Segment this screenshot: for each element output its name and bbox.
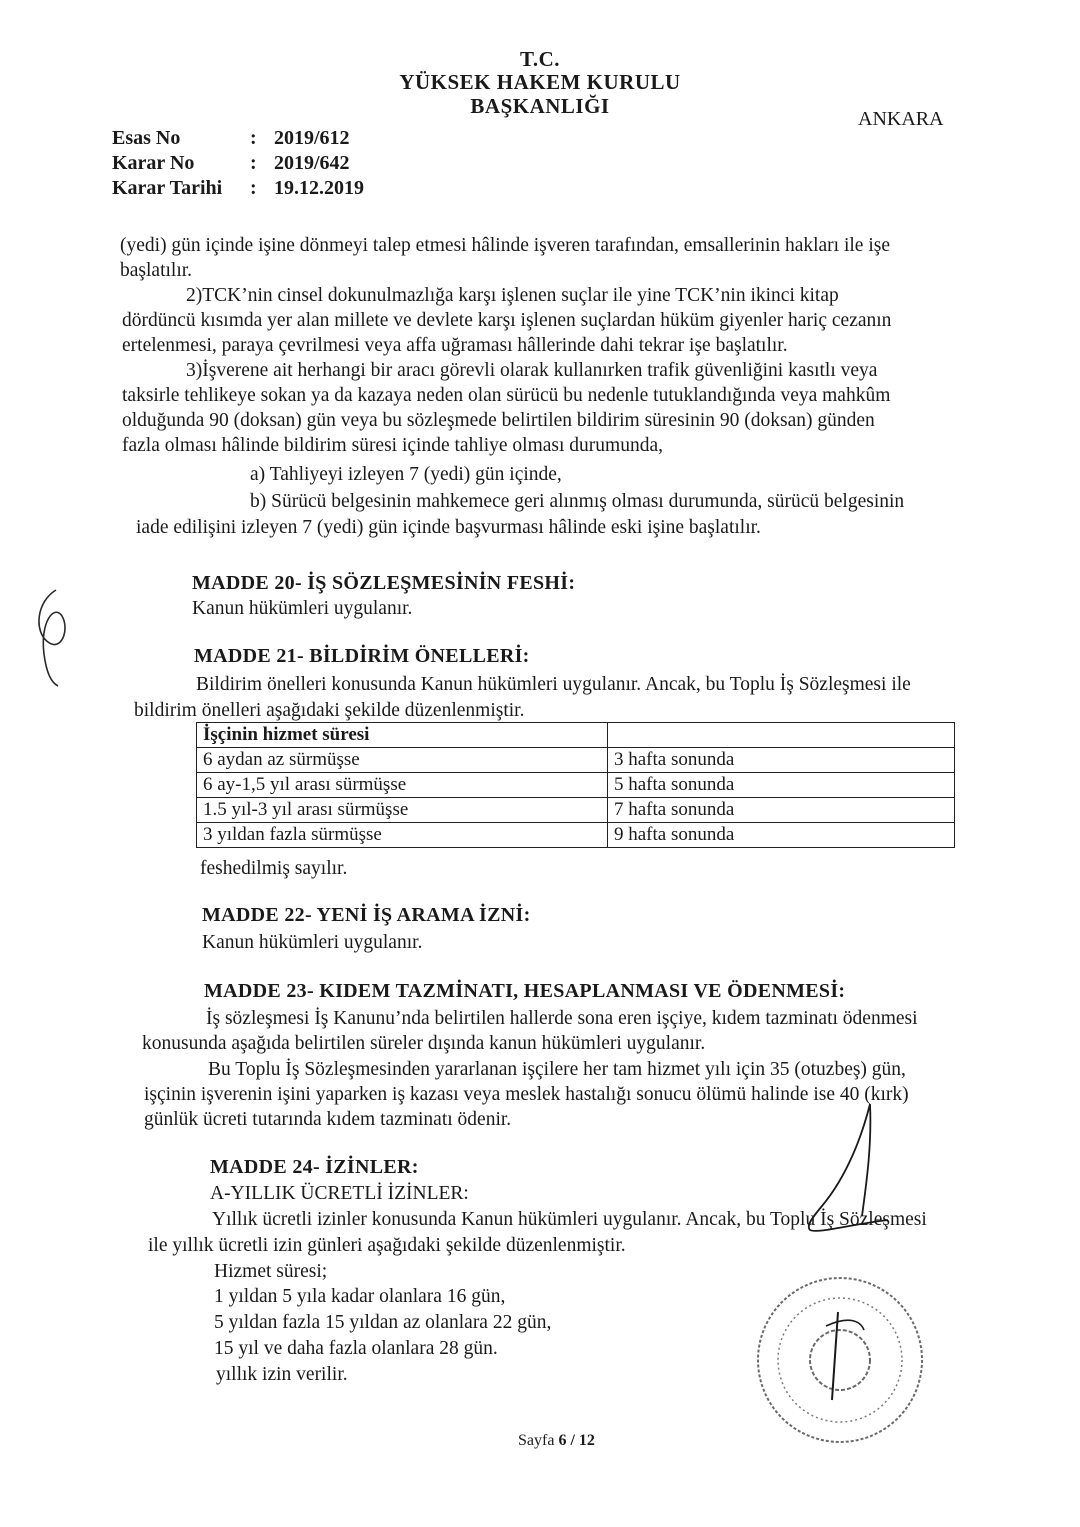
article-21-line: Bildirim önelleri konusunda Kanun hükümleri uygulanır. Ancak, bu Toplu İş Sözleşmesi ile xyxy=(196,674,911,695)
header-city: ANKARA xyxy=(858,108,944,130)
page-label: Sayfa xyxy=(518,1432,555,1449)
body-line: dördüncü kısımda yer alan millete ve devlete karşı işlenen suçlardan hüküm giyenler hariç cezanın xyxy=(122,310,892,331)
header-institution: YÜKSEK HAKEM KURULU xyxy=(399,70,681,94)
article-24-heading: MADDE 24- İZİNLER: xyxy=(210,1156,419,1178)
body-line: iade edilişini izleyen 7 (yedi) gün içinde başvurması hâlinde eski işine başlatılır. xyxy=(136,517,761,538)
article-22-text: Kanun hükümleri uygulanır. xyxy=(202,932,423,953)
meta-esas xyxy=(112,127,350,150)
table-cell-duration: 6 aydan az sürmüşse xyxy=(197,748,608,773)
meta-colon: : xyxy=(250,177,257,199)
table-cell-notice: 9 hafta sonunda xyxy=(608,823,955,848)
meta-esas-label: Esas No xyxy=(112,127,181,149)
table-row xyxy=(197,823,955,848)
article-24-subheading: A-YILLIK ÜCRETLİ İZİNLER: xyxy=(210,1183,469,1204)
article-24-line: Yıllık ücretli izinler konusunda Kanun hükümleri uygulanır. Ancak, bu Toplu İş Sözleşmesi xyxy=(212,1209,927,1230)
body-line: fazla olması hâlinde bildirim süresi içinde tahliye olması durumunda, xyxy=(122,435,663,456)
table-cell-notice: 3 hafta sonunda xyxy=(608,748,955,773)
notice-period-table xyxy=(196,722,955,848)
meta-tarih-value: 19.12.2019 xyxy=(274,177,364,199)
meta-karar-label: Karar No xyxy=(112,152,195,174)
body-line: b) Sürücü belgesinin mahkemece geri alınmış olması durumunda, sürücü belgesinin xyxy=(250,491,905,512)
official-seal xyxy=(752,1272,928,1448)
table-cell-duration: 6 ay-1,5 yıl arası sürmüşse xyxy=(197,773,608,798)
body-line: olduğunda 90 (doksan) gün veya bu sözleşmede belirtilen bildirim süresinin 90 (doksan) günden xyxy=(122,410,875,431)
article-24-line: Hizmet süresi; xyxy=(214,1261,328,1282)
handwritten-signature xyxy=(792,1096,902,1246)
meta-tarih-label: Karar Tarihi xyxy=(112,177,223,199)
article-24-line: yıllık izin verilir. xyxy=(216,1364,348,1385)
article-21-after: feshedilmiş sayılır. xyxy=(200,858,348,879)
meta-karar xyxy=(112,152,350,175)
article-24-line: 1 yıldan 5 yıla kadar olanlara 16 gün, xyxy=(214,1286,506,1307)
meta-colon: : xyxy=(250,152,257,174)
table-row xyxy=(197,723,955,748)
body-line: a) Tahliyeyi izleyen 7 (yedi) gün içinde, xyxy=(250,464,562,485)
article-23-heading: MADDE 23- KIDEM TAZMİNATI, HESAPLANMASI VE ÖDENMESİ: xyxy=(204,980,846,1002)
article-23-line: konusunda aşağıda belirtilen süreler dışında kanun hükümleri uygulanır. xyxy=(142,1033,706,1054)
article-21-heading: MADDE 21- BİLDİRİM ÖNELLERİ: xyxy=(194,645,530,667)
page-number: 6 / 12 xyxy=(558,1432,595,1449)
table-row xyxy=(197,773,955,798)
article-20-heading: MADDE 20- İŞ SÖZLEŞMESİNİN FESHİ: xyxy=(192,572,576,594)
table-cell-duration: 3 yıldan fazla sürmüşse xyxy=(197,823,608,848)
article-23-line: işçinin işverenin işini yaparken iş kazası veya meslek hastalığı sonucu ölümü halinde ise 40 (kırk) xyxy=(144,1084,909,1105)
meta-colon: : xyxy=(250,127,257,149)
table-header-cell: İşçinin hizmet süresi xyxy=(197,723,608,748)
table-cell-duration: 1.5 yıl-3 yıl arası sürmüşse xyxy=(197,798,608,823)
meta-karar-value: 2019/642 xyxy=(274,152,350,174)
article-24-line: 15 yıl ve daha fazla olanlara 28 gün. xyxy=(214,1338,498,1359)
notice-table-wrap xyxy=(196,722,955,848)
article-24-line: 5 yıldan fazla 15 yıldan az olanlara 22 gün, xyxy=(214,1312,552,1333)
article-22-heading: MADDE 22- YENİ İŞ ARAMA İZNİ: xyxy=(202,904,531,926)
body-line: (yedi) gün içinde işine dönmeyi talep etmesi hâlinde işveren tarafından, emsallerinin hakları ile işe xyxy=(120,235,890,256)
article-24-line: ile yıllık ücretli izin günleri aşağıdaki şekilde düzenlenmiştir. xyxy=(148,1235,626,1256)
meta-tarih xyxy=(112,177,364,200)
table-cell-notice: 5 hafta sonunda xyxy=(608,773,955,798)
article-21-line: bildirim önelleri aşağıdaki şekilde düzenlenmiştir. xyxy=(134,700,525,721)
body-line: 2)TCK’nin cinsel dokunulmazlığa karşı işlenen suçlar ile yine TCK’nin ikinci kitap xyxy=(186,285,839,306)
header-tc: T.C. xyxy=(519,47,561,71)
handwritten-initial-left xyxy=(26,582,86,692)
article-20-text: Kanun hükümleri uygulanır. xyxy=(192,598,413,619)
body-line: taksirle tehlikeye sokan ya da kazaya neden olan sürücü bu nedenle tutuklandığında veya mahkûm xyxy=(122,385,891,406)
table-cell-notice: 7 hafta sonunda xyxy=(608,798,955,823)
body-line: başlatılır. xyxy=(120,260,193,281)
article-23-line: Bu Toplu İş Sözleşmesinden yararlanan işçilere her tam hizmet yılı için 35 (otuzbeş) gün, xyxy=(208,1059,906,1080)
article-23-line: günlük ücreti tutarında kıdem tazminatı ödenir. xyxy=(144,1109,512,1130)
table-row xyxy=(197,798,955,823)
header-presidency: BAŞKANLIĞI xyxy=(470,94,610,118)
page-footer xyxy=(518,1432,595,1450)
table-row xyxy=(197,748,955,773)
meta-esas-value: 2019/612 xyxy=(274,127,350,149)
article-23-line: İş sözleşmesi İş Kanunu’nda belirtilen hallerde sona eren işçiye, kıdem tazminatı ödenmesi xyxy=(206,1008,918,1029)
table-header-cell-empty xyxy=(608,723,955,748)
body-line: 3)İşverene ait herhangi bir aracı görevli olarak kullanırken trafik güvenliğini kasıtlı veya xyxy=(186,360,878,381)
body-line: ertelenmesi, paraya çevrilmesi veya affa uğraması hâllerinde dahi tekrar işe başlatılır. xyxy=(122,335,788,356)
